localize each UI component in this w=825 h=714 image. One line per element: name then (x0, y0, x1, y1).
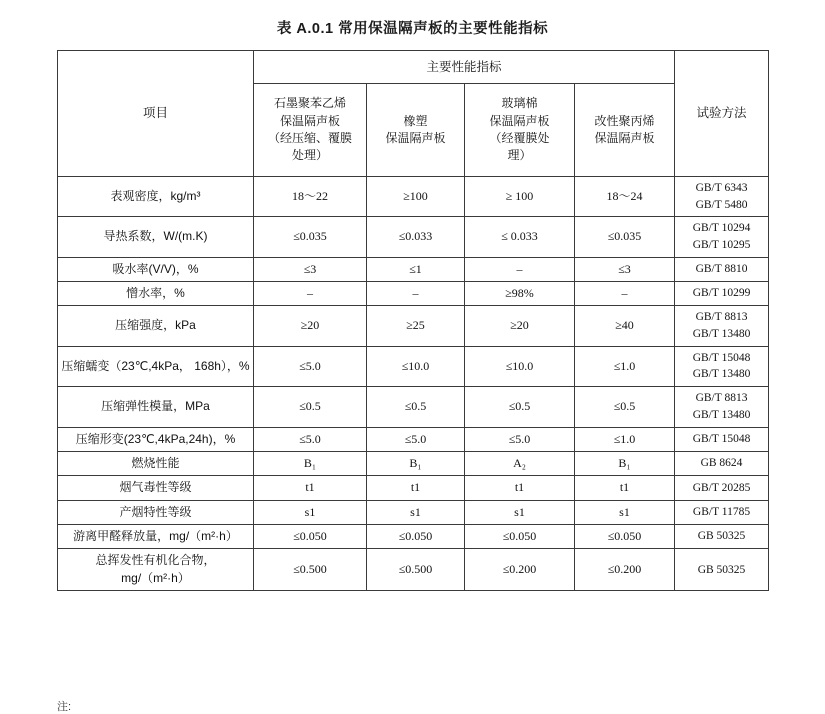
cell-method: GB/T 15048 GB/T 13480 (675, 346, 769, 386)
table-footnote: 注: (57, 701, 72, 713)
header-test-method: 试验方法 (675, 51, 769, 177)
cell-value: ≥ 100 (465, 177, 575, 217)
table-head-row-group (58, 51, 769, 84)
cell-value: t1 (254, 476, 367, 500)
cell-value: ≤0.050 (254, 525, 367, 549)
cell-method: GB/T 20285 (675, 476, 769, 500)
cell-value: ≥40 (575, 306, 675, 346)
header-col-graphite-eps: 石墨聚苯乙烯 保温隔声板 （经压缩、覆膜 处理） (254, 84, 367, 177)
cell-value: t1 (465, 476, 575, 500)
header-item: 项目 (58, 51, 254, 177)
row-label: 游离甲醛释放量，mg/（m²·h） (58, 525, 254, 549)
table-row (58, 306, 769, 346)
cell-method: GB/T 6343 GB/T 5480 (675, 177, 769, 217)
row-label: 压缩形变(23℃,4kPa,24h)，% (58, 427, 254, 451)
row-label: 表观密度，kg/m³ (58, 177, 254, 217)
cell-value: ≤1.0 (575, 427, 675, 451)
cell-value: ≥20 (465, 306, 575, 346)
table-row (58, 257, 769, 281)
cell-value: ≤5.0 (465, 427, 575, 451)
table-row (58, 346, 769, 386)
cell-value: ≤1 (367, 257, 465, 281)
cell-value: ≤0.5 (367, 387, 465, 427)
cell-method: GB 50325 (675, 525, 769, 549)
header-col-rubber-plastic: 橡塑 保温隔声板 (367, 84, 465, 177)
cell-value: ≤5.0 (254, 427, 367, 451)
header-col-modified-pp: 改性聚丙烯 保温隔声板 (575, 84, 675, 177)
table-row (58, 177, 769, 217)
cell-method: GB 50325 (675, 549, 769, 591)
cell-value: ≤5.0 (367, 427, 465, 451)
row-label: 压缩蠕变（23℃,4kPa， 168h），% (58, 346, 254, 386)
cell-value: s1 (254, 500, 367, 524)
cell-value: – (465, 257, 575, 281)
table-row (58, 476, 769, 500)
cell-value: 18～24 (575, 177, 675, 217)
row-label: 产烟特性等级 (58, 500, 254, 524)
cell-value: – (254, 282, 367, 306)
cell-value: B₁ (254, 451, 367, 475)
row-label: 导热系数，W/(m.K) (58, 217, 254, 257)
cell-value: ≤0.035 (254, 217, 367, 257)
row-label: 压缩弹性模量，MPa (58, 387, 254, 427)
table-body (58, 177, 769, 591)
cell-value: ≤0.200 (575, 549, 675, 591)
cell-method: GB/T 8813 GB/T 13480 (675, 387, 769, 427)
table-container (57, 50, 768, 591)
cell-value: t1 (367, 476, 465, 500)
cell-value: ≤1.0 (575, 346, 675, 386)
cell-method: GB/T 11785 (675, 500, 769, 524)
cell-value: ≤3 (575, 257, 675, 281)
cell-value: ≤0.5 (575, 387, 675, 427)
cell-value: ≤10.0 (367, 346, 465, 386)
row-label: 憎水率，% (58, 282, 254, 306)
cell-value: ≤0.200 (465, 549, 575, 591)
cell-value: ≤0.050 (367, 525, 465, 549)
cell-value: ≤0.5 (465, 387, 575, 427)
table-row (58, 451, 769, 475)
cell-value: ≤0.5 (254, 387, 367, 427)
cell-value: ≥98% (465, 282, 575, 306)
cell-value: s1 (367, 500, 465, 524)
cell-value: ≤5.0 (254, 346, 367, 386)
table-caption: 表 A.0.1 常用保温隔声板的主要性能指标 (276, 21, 549, 37)
cell-method: GB/T 8813 GB/T 13480 (675, 306, 769, 346)
cell-value: B₁ (575, 451, 675, 475)
cell-method: GB/T 10294 GB/T 10295 (675, 217, 769, 257)
row-label: 烟气毒性等级 (58, 476, 254, 500)
cell-method: GB/T 15048 (675, 427, 769, 451)
table-row (58, 387, 769, 427)
table-row (58, 282, 769, 306)
cell-value: s1 (575, 500, 675, 524)
cell-value: t1 (575, 476, 675, 500)
cell-value: ≤0.050 (575, 525, 675, 549)
cell-method: GB 8624 (675, 451, 769, 475)
cell-value: B₁ (367, 451, 465, 475)
header-col-glass-wool: 玻璃棉 保温隔声板 （经覆膜处 理） (465, 84, 575, 177)
spec-table (57, 50, 769, 591)
cell-value: – (575, 282, 675, 306)
cell-value: s1 (465, 500, 575, 524)
cell-value: ≤ 0.033 (465, 217, 575, 257)
cell-value: ≤0.500 (254, 549, 367, 591)
table-row (58, 525, 769, 549)
table-head (58, 51, 769, 177)
cell-value: ≥25 (367, 306, 465, 346)
row-label: 吸水率(V/V)，% (58, 257, 254, 281)
cell-method: GB/T 10299 (675, 282, 769, 306)
table-row (58, 500, 769, 524)
cell-value: ≥20 (254, 306, 367, 346)
table-row (58, 427, 769, 451)
cell-value: ≤0.500 (367, 549, 465, 591)
cell-value: ≤0.035 (575, 217, 675, 257)
cell-value: ≤3 (254, 257, 367, 281)
row-label: 压缩强度，kPa (58, 306, 254, 346)
cell-value: ≤0.050 (465, 525, 575, 549)
cell-value: A₂ (465, 451, 575, 475)
table-row (58, 217, 769, 257)
cell-value: 18～22 (254, 177, 367, 217)
table-row (58, 549, 769, 591)
cell-value: ≤0.033 (367, 217, 465, 257)
cell-method: GB/T 8810 (675, 257, 769, 281)
cell-value: – (367, 282, 465, 306)
row-label: 总挥发性有机化合物， mg/（m²·h） (58, 549, 254, 591)
row-label: 燃烧性能 (58, 451, 254, 475)
header-group-main: 主要性能指标 (254, 51, 675, 84)
cell-value: ≤10.0 (465, 346, 575, 386)
cell-value: ≥100 (367, 177, 465, 217)
